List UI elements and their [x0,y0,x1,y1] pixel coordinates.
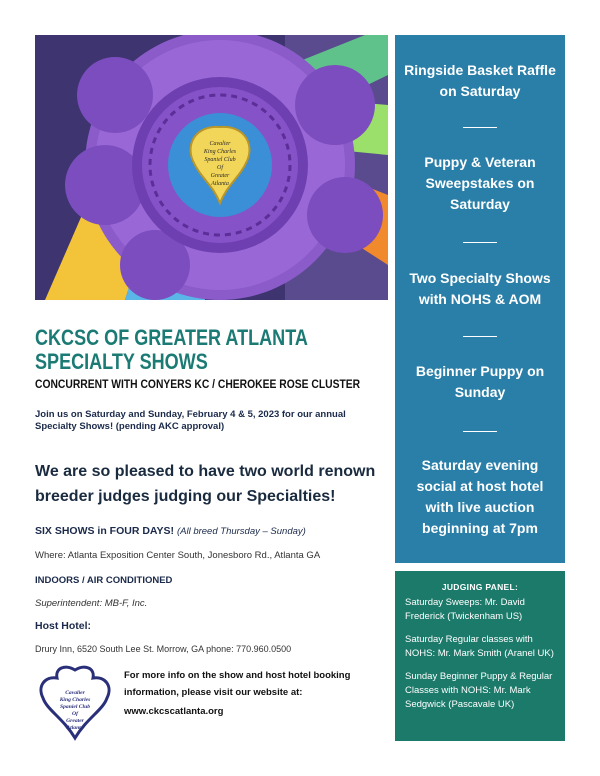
judge-entry: Sunday Beginner Puppy & Regular Classes with NOHS: Mr. Mark Sedgwick (Pascavale UK) [405,671,553,710]
logo-text: King Charles [59,697,91,703]
title-line: SPECIALTY SHOWS [35,349,208,374]
intro-text: Join us on Saturday and Sunday, February 4 & 5, 2023 for our annual Specialty Shows! (pending AKC approval) [35,409,346,432]
lead-text: We are so pleased to have two world renown breeder judges judging our Specialties! [35,463,376,505]
logo-text: Spaniel Club [60,704,90,710]
hotel-heading: Host Hotel: [35,620,91,632]
highlights-panel [395,35,565,563]
rosette-text: Greater [210,173,230,179]
highlight-social: Saturday evening social at host hotel with live auction beginning at 7pm [416,457,544,536]
highlight-raffle: Ringside Basket Raffle on Saturday [404,62,556,99]
rosette-text: Spaniel Club [204,157,236,163]
six-shows-note: (All breed Thursday – Sunday) [176,526,306,537]
hotel-details: Drury Inn, 6520 South Lee St. Morrow, GA phone: 770.960.0500 [35,644,292,654]
website-link[interactable]: www.ckcscatlanta.org [124,706,224,717]
indoors-note: INDOORS / AIR CONDITIONED [35,575,173,586]
highlight-specialty-shows: Two Specialty Shows with NOHS & AOM [409,270,551,307]
judge-entry: Saturday Sweeps: Mr. David Frederick (Twickenham US) [405,597,525,622]
title-line: CKCSC OF GREATER ATLANTA [35,325,308,350]
highlight-sweepstakes: Puppy & Veteran Sweepstakes on Saturday [424,154,536,212]
rosette-text: King Charles [203,149,237,155]
rosette-text: Of [217,165,223,171]
logo-text: Atlanta [66,725,84,731]
page-title [35,326,308,374]
judging-panel-title: JUDGING PANEL: [441,582,519,592]
divider [463,127,497,128]
logo-text: Greater [66,718,84,724]
divider [463,242,497,243]
superintendent: Superintendent: MB-F, Inc. [35,598,148,609]
six-shows [35,525,306,537]
divider [463,336,497,337]
logo-text: Cavalier [65,690,85,696]
divider [463,431,497,432]
venue: Where: Atlanta Exposition Center South, Jonesboro Rd., Atlanta GA [35,550,321,561]
rosette-image [35,35,388,300]
subtitle: CONCURRENT WITH CONYERS KC / CHEROKEE ROSE CLUSTER [35,377,361,391]
rosette-text: Cavalier [209,141,231,147]
club-logo [37,664,113,742]
judging-panel [395,571,565,741]
more-info-text: For more info on the show and host hotel booking information, please visit our website at: [124,670,351,698]
rosette-text: Atlanta [211,181,229,187]
logo-text: Of [72,711,78,717]
six-shows-label: SIX SHOWS in FOUR DAYS! [35,525,175,537]
judge-entry: Saturday Regular classes with NOHS: Mr. Mark Smith (Aranel UK) [405,634,554,659]
highlight-beginner-puppy: Beginner Puppy on Sunday [415,363,545,400]
rosette-photo [35,35,388,300]
